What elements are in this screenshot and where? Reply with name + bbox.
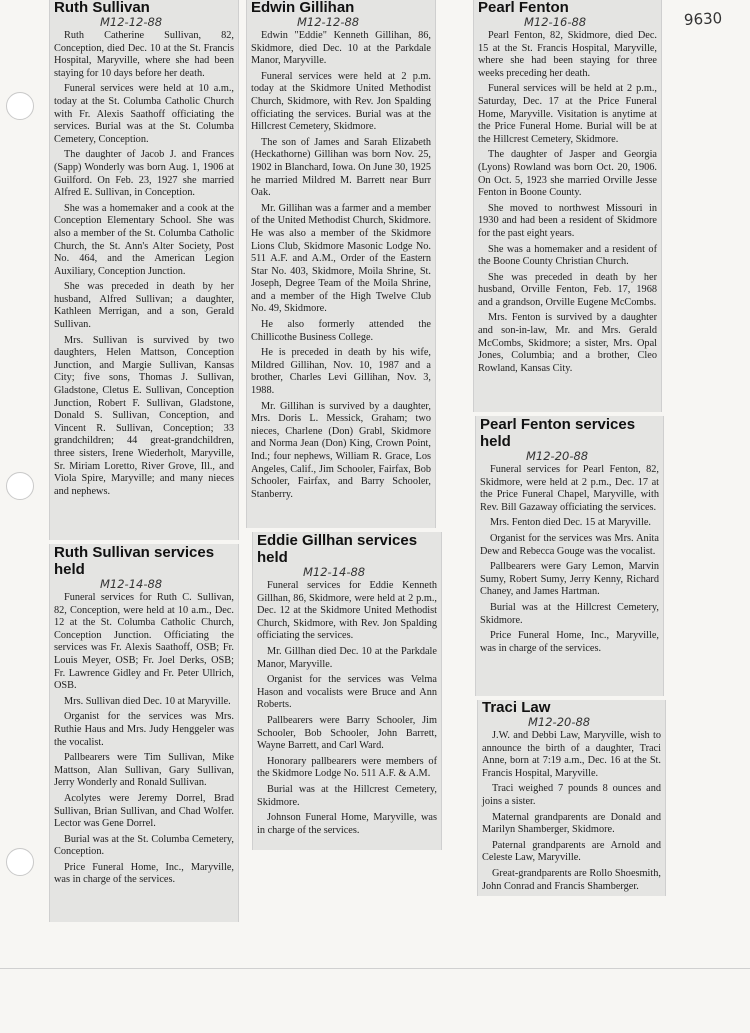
handwritten-date: M12-12-88 <box>297 15 360 29</box>
handwritten-date: M12-20-88 <box>526 449 589 463</box>
paragraph: She was a homemaker and a cook at the Conception Elementary School. She was also a member of the St. Columba Catholic Church, the St. Ann's Alter Society, Post No. 464, and the American Legion Auxiliary, Conception Junction. <box>54 202 234 277</box>
binder-hole <box>6 848 34 876</box>
paragraph: The daughter of Jasper and Georgia (Lyons) Rowland was born Oct. 20, 1906. On Oct. 5, 1923 she married Orville Jesse Fenton in Boone County. <box>478 149 657 199</box>
paragraph: Funeral services were held at 2 p.m. today at the Skidmore United Methodist Church, Skidmore, with Rev. Jon Spalding officiating the services. Burial was at the Hillcrest Cemetery, Skidmore. <box>251 70 431 133</box>
clipping-ruth-sullivan-services <box>49 544 239 922</box>
paragraph: Burial was at the St. Columba Cemetery, Conception. <box>54 833 234 858</box>
handwritten-date: M12-20-88 <box>528 715 591 729</box>
paragraph: Mr. Gillihan is survived by a daughter, Mrs. Doris L. Messick, Graham; two nieces, Charlene (Don) Grabl, Skidmore and Norma Jean (Don) King, Crown Point, Ind.; four nephews, William R. Grace, Los Angeles, Calif., Jim Schooler, Fairfax, Bob Schooler, Fairfax, and Barry Schooler, Stanberry. <box>251 400 431 500</box>
paragraph: Funeral services for Pearl Fenton, 82, Skidmore, were held at 2 p.m., Dec. 17 at the Price Funeral Chapel, Maryville, with Rev. Bill Gazaway officiating the services. <box>480 464 659 513</box>
paragraph: Burial was at the Hillcrest Cemetery, Skidmore. <box>257 783 437 808</box>
paragraph: Great-grandparents are Rollo Shoesmith, John Conrad and Francis Shamberger. <box>482 867 661 892</box>
paragraph: Organist for the services was Mrs. Ruthie Haus and Mrs. Judy Henggeler was the vocalist. <box>54 711 234 748</box>
paragraph: Funeral services will be held at 2 p.m., Saturday, Dec. 17 at the Price Funeral Home, Maryville. Visitation is anytime at the Price Funeral Home. Burial will be at the Hillcrest Cemetery, Skidmore. <box>478 83 657 145</box>
handwritten-date: M12-12-88 <box>100 15 163 29</box>
clipping-heading: Edwin Gillihan <box>251 0 355 16</box>
clipping-heading: Traci Law <box>482 700 551 716</box>
paragraph: The daughter of Jacob J. and Frances (Sapp) Wonderly was born Aug. 1, 1906 at Guilford. On Feb. 23, 1927 she married Alfred E. Sullivan, in Conception. <box>54 149 234 199</box>
paragraph: Johnson Funeral Home, Maryville, was in charge of the services. <box>257 812 437 836</box>
paragraph: Pearl Fenton, 82, Skidmore, died Dec. 15 at the St. Francis Hospital, Maryville, where she had been staying for three weeks preceding her death. <box>478 30 657 79</box>
clipping-pearl-fenton-services <box>475 416 664 696</box>
handwritten-date: M12-16-88 <box>524 15 587 29</box>
paragraph: Mr. Gillhan died Dec. 10 at the Parkdale Manor, Maryville. <box>257 645 437 670</box>
paragraph: Pallbearers were Tim Sullivan, Mike Mattson, Alan Sullivan, Gary Sullivan, Jerry Wonderly and Ronald Sullivan. <box>54 752 234 789</box>
handwritten-date: M12-14-88 <box>100 577 163 591</box>
paragraph: Price Funeral Home, Inc., Maryville, was in charge of the services. <box>54 861 234 886</box>
clipping-edwin-gillihan-obituary <box>246 0 436 528</box>
paragraph: Mrs. Sullivan is survived by two daughters, Helen Mattson, Conception Junction, and Margie Sullivan, Kansas City; five sons, Thomas J. Sullivan, Gladstone, Cletus E. Sullivan, Conception Junction, Robert F. Sullivan, Gladstone, Donald S. Sullivan, Conception, and Vincent R. Sullivan, Conception; 33 grandchildren; 44 great-grandchildren, three sisters, Irene Wiederholt, Maryville, Sr. Miriam Loretto, River Grove, Ill., and Viola Spire, Maryville; and many nieces and nephews. <box>54 334 234 497</box>
paragraph: Ruth Catherine Sullivan, 82, Conception, died Dec. 10 at the St. Francis Hospital, Maryville, where she had been staying for 10 days before her death. <box>54 30 234 79</box>
paragraph: Mrs. Fenton died Dec. 15 at Maryville. <box>490 517 651 529</box>
binder-hole <box>6 472 34 500</box>
paragraph: Funeral services were held at 10 a.m., today at the St. Columba Catholic Church with Fr. Alexis Saathoff officiating the services. Burial was at the St. Columba Cemetery, Conception. <box>54 83 234 145</box>
paragraph: Acolytes were Jeremy Dorrel, Brad Sullivan, Brian Sullivan, and Chad Wolfer. Lector was Gene Dorrel. <box>54 792 234 830</box>
clipping-traci-law-birth <box>477 700 666 896</box>
paragraph: Paternal grandparents are Arnold and Celeste Law, Maryville. <box>482 839 661 864</box>
paragraph: Funeral services for Eddie Kenneth Gillhan, 86, Skidmore, were held at 2 p.m., Dec. 12 at the Skidmore United Methodist Church, Skidmore, with Rev. Jon Spalding officiating the services. <box>257 580 437 642</box>
paragraph: Traci weighed 7 pounds 8 ounces and joins a sister. <box>482 783 661 807</box>
paragraph: The son of James and Sarah Elizabeth (Heckathorne) Gillihan was born Nov. 25, 1902 in Blanchard, Iowa. On June 30, 1925 he married Mildred M. Barrett near Burr Oak. <box>251 136 431 199</box>
clipping-pearl-fenton-obituary <box>473 0 662 412</box>
binder-hole <box>6 92 34 120</box>
paragraph: Price Funeral Home, Inc., Maryville, was in charge of the services. <box>480 630 659 654</box>
paragraph: Honorary pallbearers were members of the Skidmore Lodge No. 511 A.F. & A.M. <box>257 755 437 780</box>
handwritten-date: M12-14-88 <box>303 565 366 579</box>
paragraph: Pallbearers were Gary Lemon, Marvin Sumy, Robert Sumy, Jerry Kenny, Richard Chaney, and James Hartman. <box>480 561 659 598</box>
paragraph: She was a homemaker and a resident of the Boone County Christian Church. <box>478 243 657 268</box>
handwritten-page-number: 9630 <box>683 9 723 29</box>
paragraph: She was preceded in death by her husband, Orville Fenton, Feb. 17, 1968 and a grandson, Orville Eugene McCombs. <box>478 271 657 308</box>
paragraph: She moved to northwest Missouri in 1930 and had been a resident of Skidmore for the past eight years. <box>478 202 657 239</box>
paragraph: Mr. Gillihan was a farmer and a member of the United Methodist Church, Skidmore. He was also a member of the Skidmore Lions Club, Skidmore Masonic Lodge No. 511 A.F. and A.M., Order of the Eastern Star No. 403, Skidmore, Moila Shrine, St. Joseph, Degree Team of the Moila Shrine, and a member of the High Twelve Club No. 49, Skidmore. <box>251 202 431 315</box>
paragraph: She was preceded in death by her husband, Alfred Sullivan; a daughter, Kathleen Merrigan, and a son, Gerald Sullivan. <box>54 281 234 331</box>
paragraph: Pallbearers were Barry Schooler, Jim Schooler, Bob Schooler, John Barrett, Wayne Barrett, and Carl Ward. <box>257 714 437 752</box>
paragraph: J.W. and Debbi Law, Maryville, wish to announce the birth of a daughter, Traci Anne, born at 7:19 a.m., Dec. 16 at the St. Francis Hospital, Maryville. <box>482 730 661 779</box>
clipping-heading: Pearl Fenton services held <box>480 416 636 450</box>
paragraph: He also formerly attended the Chillicothe Business College. <box>251 319 431 343</box>
clipping-eddie-gillhan-services <box>252 532 442 850</box>
clipping-heading: Ruth Sullivan services held <box>54 544 215 578</box>
paragraph: Funeral services for Ruth C. Sullivan, 82, Conception, were held at 10 a.m., Dec. 12 at the St. Columba Catholic Church, Conception Junction. Officiating the services was Fr. Alexis Saathoff, OSB; Fr. Louis Meyer, OSB; Fr. Joel Derks, OSB; Fr. Lawrence Gidley and Fr. Peter Ullrich, OSB. <box>54 592 234 692</box>
paragraph: Mrs. Sullivan died Dec. 10 at Maryville. <box>64 695 231 707</box>
paragraph: Edwin "Eddie" Kenneth Gillihan, 86, Skidmore, died Dec. 10 at the Parkdale Manor, Maryville. <box>251 30 431 67</box>
scan-edge-line <box>0 968 750 969</box>
clipping-heading: Pearl Fenton <box>478 0 569 16</box>
paragraph: Mrs. Fenton is survived by a daughter and son-in-law, Mr. and Mrs. Gerald McCombs, Skidmore; a sister, Mrs. Opal Jones, Columbia; and a brother, Cleo Rowland, Kansas City. <box>478 312 657 374</box>
clipping-heading: Ruth Sullivan <box>54 0 150 16</box>
paragraph: Organist for the services was Velma Hason and vocalists were Bruce and Ann Roberts. <box>257 674 437 711</box>
paragraph: Maternal grandparents are Donald and Marilyn Shamberger, Skidmore. <box>482 811 661 836</box>
paragraph: Burial was at the Hillcrest Cemetery, Skidmore. <box>480 601 659 626</box>
clipping-ruth-sullivan-obituary <box>49 0 239 540</box>
paragraph: Organist for the services was Mrs. Anita Dew and Rebecca Gouge was the vocalist. <box>480 532 659 557</box>
clipping-heading: Eddie Gillhan services held <box>257 532 418 566</box>
paragraph: He is preceded in death by his wife, Mildred Gillihan, Nov. 10, 1987 and a brother, Charles Levi Gillihan, Nov. 3, 1988. <box>251 347 431 397</box>
